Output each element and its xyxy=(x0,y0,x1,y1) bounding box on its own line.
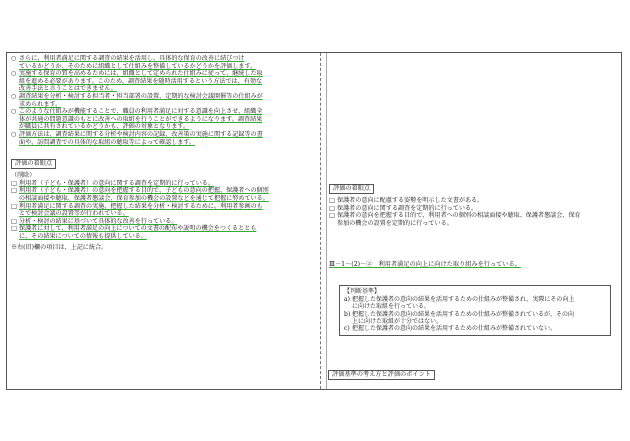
merge-note: ※右(旧)欄の項目は、上記に統合。 xyxy=(11,244,108,252)
list-item-line xyxy=(11,203,311,211)
item-marker: a) xyxy=(344,295,350,303)
item-marker: □ xyxy=(11,225,17,233)
column-divider-secondary xyxy=(326,53,327,389)
criteria-box xyxy=(339,285,611,335)
list-item-line xyxy=(329,212,619,220)
item-text: 保護者に対して、利用者満足の向上についての文書の配布や説明の機会をつくるととも xyxy=(19,225,257,233)
right-evaluation-head: 評価の着眼点 xyxy=(329,184,374,194)
item-text: 評価方法は、調査結果に関する分析や検討内容の記録、改善策の実施に関する記録等の書 xyxy=(19,130,263,138)
item-text: 保護者の意向に関する調査を定期的に行っている。 xyxy=(337,204,478,212)
item-marker: □ xyxy=(11,202,17,210)
list-item-line xyxy=(11,195,311,203)
item-text: 実施する保育の質を高めるためには、組織として定められた仕組みに従って、継続した取 xyxy=(19,70,263,78)
deleted-note: （削除） xyxy=(11,172,36,180)
column-divider xyxy=(320,53,321,389)
item-text: このような仕組みが機能することで、職員の利用者満足に対する意識を向上させ、組織全 xyxy=(19,108,263,116)
item-text: 利用者（子ども・保護者）の意向に関する調査を定期的に行っている。 xyxy=(19,179,214,187)
item-text: 保護者の意向に配慮する姿勢を明示した文書がある。 xyxy=(337,197,484,204)
item-text: 組を進める必要があります。このため、調査結果を随時活用するという方法では、有効な xyxy=(19,77,263,85)
item-text: の相談面接や聴取、保護者懇談会、保育参加の機会の設置などを通じて把握に努めている。 xyxy=(19,194,269,202)
item-text: に、その結果についての情報も提供している。 xyxy=(19,232,147,240)
item-text: とで検討会議の設置等が行われている。 xyxy=(19,210,129,218)
list-item-line xyxy=(11,108,311,116)
item-marker: ○ xyxy=(11,70,17,78)
list-item-line xyxy=(11,85,311,93)
list-item-line xyxy=(11,93,311,101)
item-marker: ○ xyxy=(11,130,17,138)
item-text: ているかどうか、そのために組織として仕組みを整備しているかどうかを評価します。 xyxy=(19,62,257,70)
bottom-evaluation-head: 評価基準の考え方と評価のポイント xyxy=(328,370,435,380)
item-text: 保護者の意向を把握する目的で、利用者への個別の相談面接や聴取、保護者懇談会、保育 xyxy=(337,212,581,220)
item-text: 面や、訪問調査での具体的な取組の聴取等によって確認します。 xyxy=(19,138,196,146)
item-text: に向けた取組を行っている。 xyxy=(352,303,431,311)
list-item-line xyxy=(11,187,311,195)
item-marker: c) xyxy=(344,325,350,333)
right-column xyxy=(329,175,619,336)
list-item-line xyxy=(344,303,606,310)
item-text: 改善手法と言うことはできません。 xyxy=(19,85,117,93)
list-item-line xyxy=(344,325,606,332)
item-marker: □ xyxy=(329,204,335,212)
list-item-line xyxy=(344,311,606,318)
list-item-line xyxy=(11,131,311,139)
item-marker: □ xyxy=(11,179,17,187)
item-text: 求められます。 xyxy=(19,100,62,108)
item-text: さらに、利用者満足に関する調査の結果を活用し、具体的な保育の改善に結びつけ xyxy=(19,55,245,62)
item-title: Ⅲ－1－(2)－② 利用者満足の向上に向けた取り組みを行っている。 xyxy=(329,261,521,269)
list-item-line xyxy=(11,233,311,241)
item-text: 把握した保護者の意向の結果を活用するための仕組みが整備されていない。 xyxy=(352,325,557,333)
item-text: 分析・検討の結果に基づいて具体的な改善を行っている。 xyxy=(19,217,178,225)
list-item-line xyxy=(11,123,311,131)
right-checklist xyxy=(329,197,619,227)
item-marker: ○ xyxy=(11,92,17,100)
item-marker: ○ xyxy=(11,55,17,62)
item-marker: □ xyxy=(329,197,335,204)
list-item-line xyxy=(329,197,619,205)
left-evaluation-head: 評価の着眼点 xyxy=(11,159,56,169)
item-marker: ○ xyxy=(11,108,17,116)
left-column xyxy=(11,55,311,252)
criteria-items xyxy=(344,296,606,333)
list-item-line xyxy=(11,210,311,218)
list-item-line xyxy=(11,139,311,147)
list-item-line xyxy=(11,225,311,233)
explanation-bullets xyxy=(11,55,311,146)
list-item-line xyxy=(329,220,619,228)
left-checklist xyxy=(11,180,311,241)
item-text: が職員に共有されているかどうかも、評価の対象となります。 xyxy=(19,123,190,131)
item-text: 把握した保護者の意向の結果を活用するための仕組みが整備されているが、その向 xyxy=(352,310,575,318)
item-text: 参加の機会の設置を定期的に行っている。 xyxy=(337,219,453,227)
item-marker: □ xyxy=(329,212,335,220)
item-text: 利用者（子ども・保護者）の意向を把握する目的で、子どもの意向の把握、保護者への個別 xyxy=(19,187,269,195)
item-marker: □ xyxy=(11,187,17,195)
item-text: 調査結果を分析・検討する担当者・担当部署の設置、定期的な検討会議開催等の仕組みが xyxy=(19,92,263,100)
item-text: 把握した保護者の意向の結果を活用するための仕組みが整備され、実際にその向上 xyxy=(352,295,575,303)
list-item-line xyxy=(11,70,311,78)
item-text: 利用者満足に関する調査の実施、把握した結果を分析・検討するために、利用者参画のも xyxy=(19,202,263,210)
item-marker: b) xyxy=(344,310,351,318)
list-item-line xyxy=(11,55,311,63)
item-text: 体が共通の問題意識のもとに改善への取組を行うことができるようになります。調査結果 xyxy=(19,115,263,123)
item-marker: □ xyxy=(11,217,17,225)
comparison-table xyxy=(6,52,622,390)
criteria-title: 【判断基準】 xyxy=(344,288,381,296)
item-text: 上に向けた取組が十分ではない。 xyxy=(352,318,443,325)
